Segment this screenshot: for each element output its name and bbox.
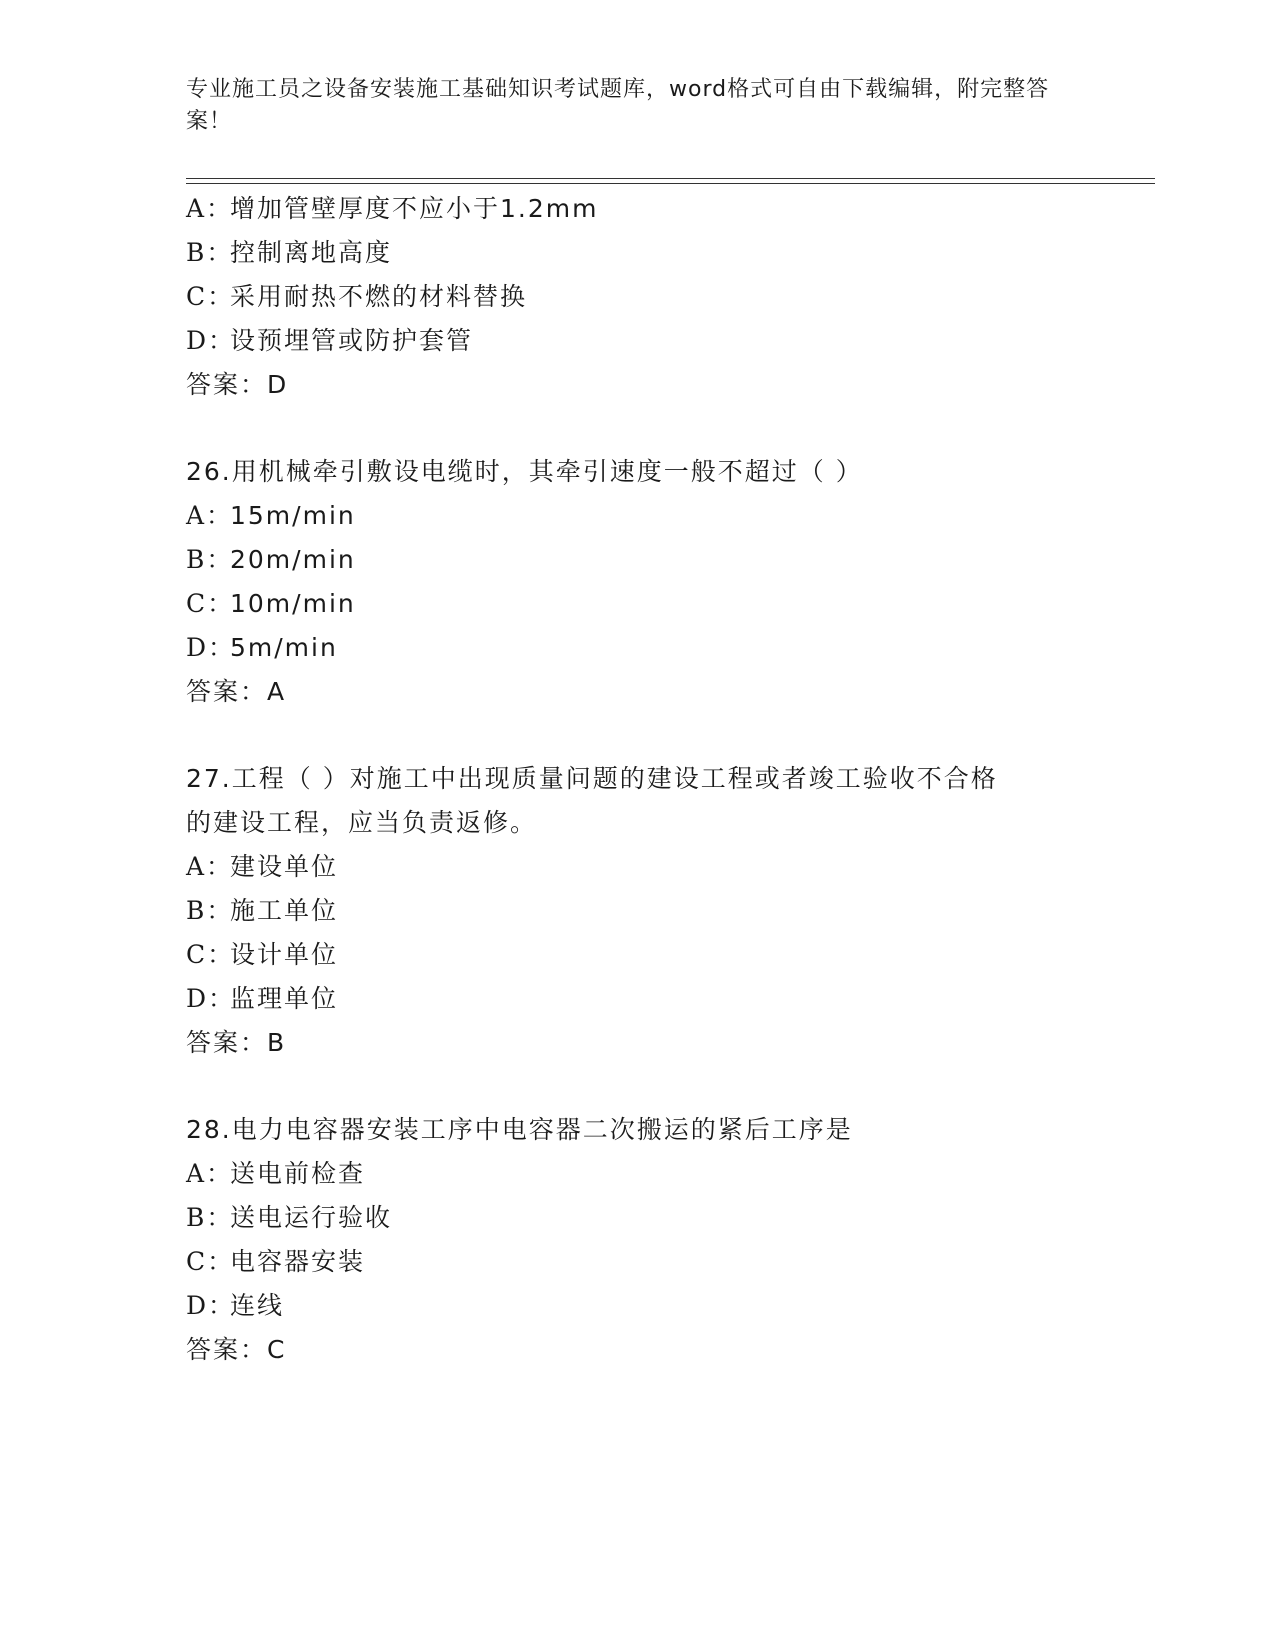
answer-label: 答案：D [186,370,289,399]
option-c: C：设计单位 [186,940,339,969]
option-d: D：5m/min [186,633,338,662]
option-a: A：建设单位 [186,852,339,881]
option-b: B：20m/min [186,545,356,574]
option-a: A：送电前检查 [186,1159,366,1188]
question-stem: 26.用机械牵引敷设电缆时，其牵引速度一般不超过（ ） [186,457,863,486]
answer-label: 答案：B [186,1028,287,1057]
header-divider-bottom [186,183,1155,184]
option-b: B：控制离地高度 [186,238,393,267]
option-d: D：连线 [186,1291,285,1320]
option-a: A：增加管壁厚度不应小于1.2mm [186,194,599,223]
document-header: 专业施工员之设备安装施工基础知识考试题库，word格式可自由下载编辑，附完整答案！ [186,77,1050,134]
option-b: B：施工单位 [186,896,339,925]
option-b: B：送电运行验收 [186,1203,393,1232]
question-stem: 28.电力电容器安装工序中电容器二次搬运的紧后工序是 [186,1115,853,1144]
option-c: C：10m/min [186,589,356,618]
question-stem-line2: 的建设工程，应当负责返修。 [186,808,538,837]
option-c: C：电容器安装 [186,1247,366,1276]
option-c: C：采用耐热不燃的材料替换 [186,282,528,311]
answer-label: 答案：A [186,677,287,706]
question-stem-line1: 27.工程（ ）对施工中出现质量问题的建设工程或者竣工验收不合格 [186,764,998,793]
option-a: A：15m/min [186,501,356,530]
option-d: D：监理单位 [186,984,339,1013]
header-divider-top [186,178,1155,179]
option-d: D：设预埋管或防护套管 [186,326,474,355]
answer-label: 答案：C [186,1335,287,1364]
